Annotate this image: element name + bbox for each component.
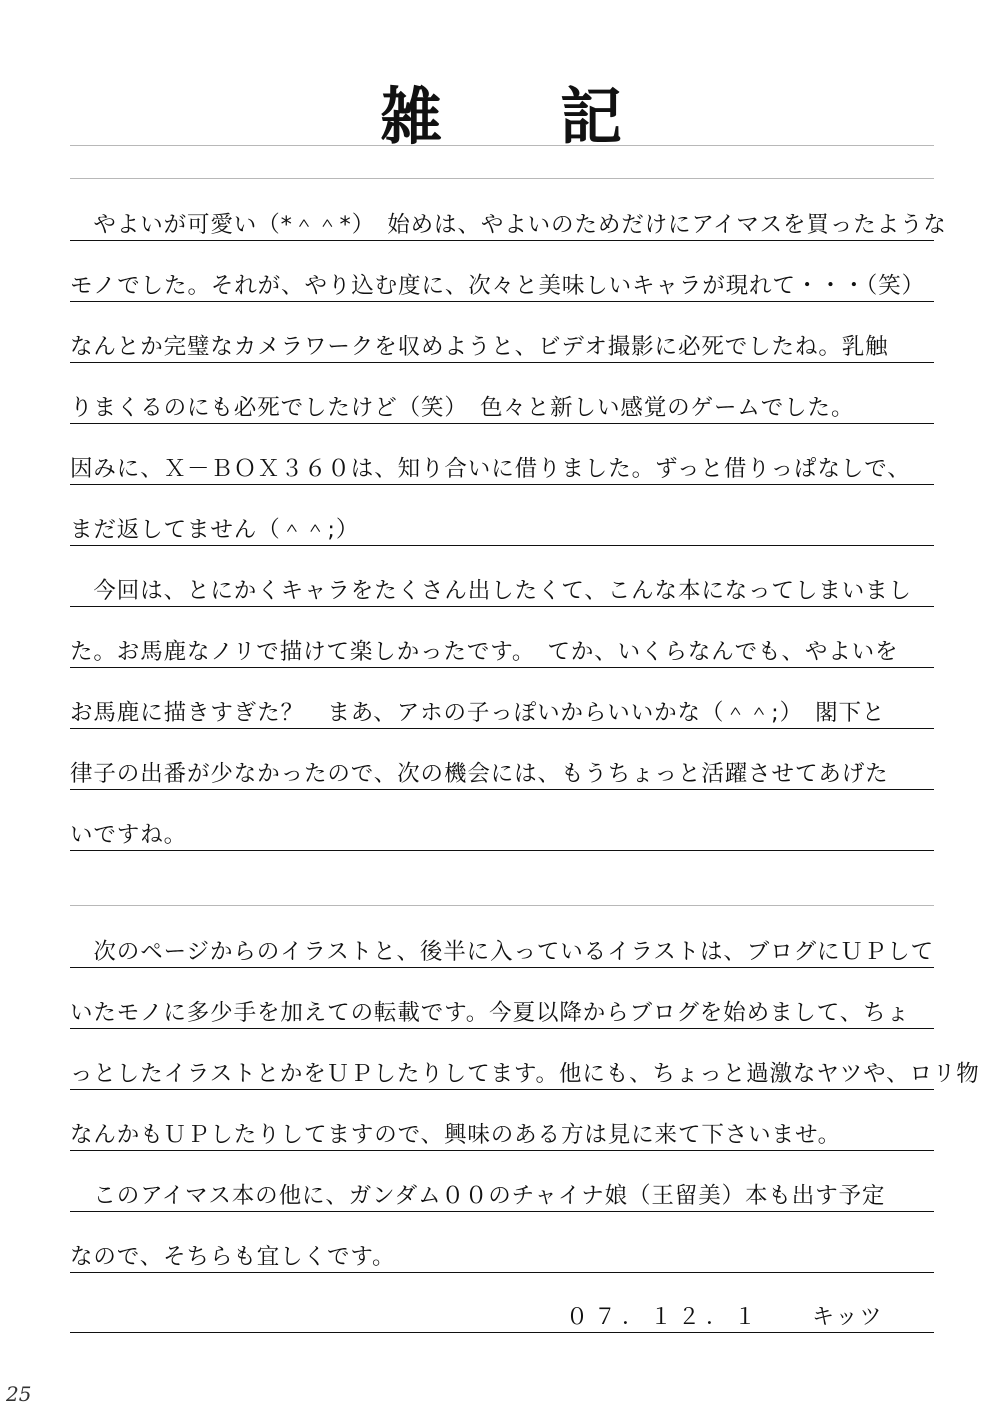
text-line: 律子の出番が少なかったので、次の機会には、もうちょっと活躍させてあげた (70, 761, 889, 787)
ruled-line (70, 1089, 934, 1090)
text-line: まだ返してません（＾＾;） (70, 517, 360, 543)
ruled-line (70, 606, 934, 607)
text-line: なんとか完璧なカメラワークを収めようと、ビデオ撮影に必死でしたね。乳触 (70, 334, 889, 360)
ruled-line (70, 362, 934, 363)
text-line: いたモノに多少手を加えての転載です。今夏以降からブログを始めまして、ちょ (70, 1000, 910, 1026)
text-line: モノでした。それが、やり込む度に、次々と美味しいキャラが現れて・・・（笑） (70, 273, 926, 299)
ruled-line (70, 667, 934, 668)
text-line: やよいが可愛い（*＾＾*） 始めは、やよいのためだけにアイマスを買ったような (70, 212, 947, 238)
ruled-line (70, 484, 934, 485)
text-line: 次のページからのイラストと、後半に入っているイラストは、ブログにＵＰして (70, 939, 935, 965)
section-divider (70, 905, 934, 906)
title-divider-bottom (70, 178, 934, 179)
ruled-line (70, 1150, 934, 1151)
text-line: た。お馬鹿なノリで描けて楽しかったです。 てか、いくらなんでも、やよいを (70, 639, 899, 665)
ruled-line (70, 423, 934, 424)
ruled-line (70, 1332, 934, 1333)
text-line: っとしたイラストとかをＵＰしたりしてます。他にも、ちょっと過激なヤツや、ロリ物 (70, 1061, 980, 1087)
text-line: 因みに、Ｘ－ＢＯＸ３６０は、知り合いに借りました。ずっと借りっぱなしで、 (70, 456, 911, 482)
text-line: なんかもＵＰしたりしてますので、興味のある方は見に来て下さいませ。 (70, 1122, 842, 1148)
text-line: りまくるのにも必死でしたけど（笑） 色々と新しい感覚のゲームでした。 (70, 395, 855, 421)
text-line: なので、そちらも宜しくです。 (70, 1244, 396, 1270)
signature-author: キッツ (812, 1305, 884, 1330)
page-number: 25 (6, 1382, 32, 1406)
ruled-line (70, 301, 934, 302)
ruled-line (70, 967, 934, 968)
ruled-line (70, 1028, 934, 1029)
ruled-line (70, 789, 934, 790)
ruled-line (70, 240, 934, 241)
ruled-line (70, 1211, 934, 1212)
ruled-line (70, 1272, 934, 1273)
text-line: いですね。 (70, 822, 188, 848)
title-divider-top (70, 145, 934, 146)
text-line: 今回は、とにかくキャラをたくさん出したくて、こんな本になってしまいまし (70, 578, 912, 604)
ruled-line (70, 728, 934, 729)
ruled-line (70, 850, 934, 851)
title-char-1: 雑 (380, 80, 445, 153)
signature-date: ０７．１２．１ (566, 1305, 763, 1330)
ruled-line (70, 545, 934, 546)
text-line: お馬鹿に描きすぎた？ まあ、アホの子っぽいからいいかな（＾＾;） 閣下と (70, 700, 886, 726)
title-char-2: 記 (560, 80, 625, 153)
text-line: このアイマス本の他に、ガンダム００のチャイナ娘（王留美）本も出す予定 (70, 1183, 886, 1209)
